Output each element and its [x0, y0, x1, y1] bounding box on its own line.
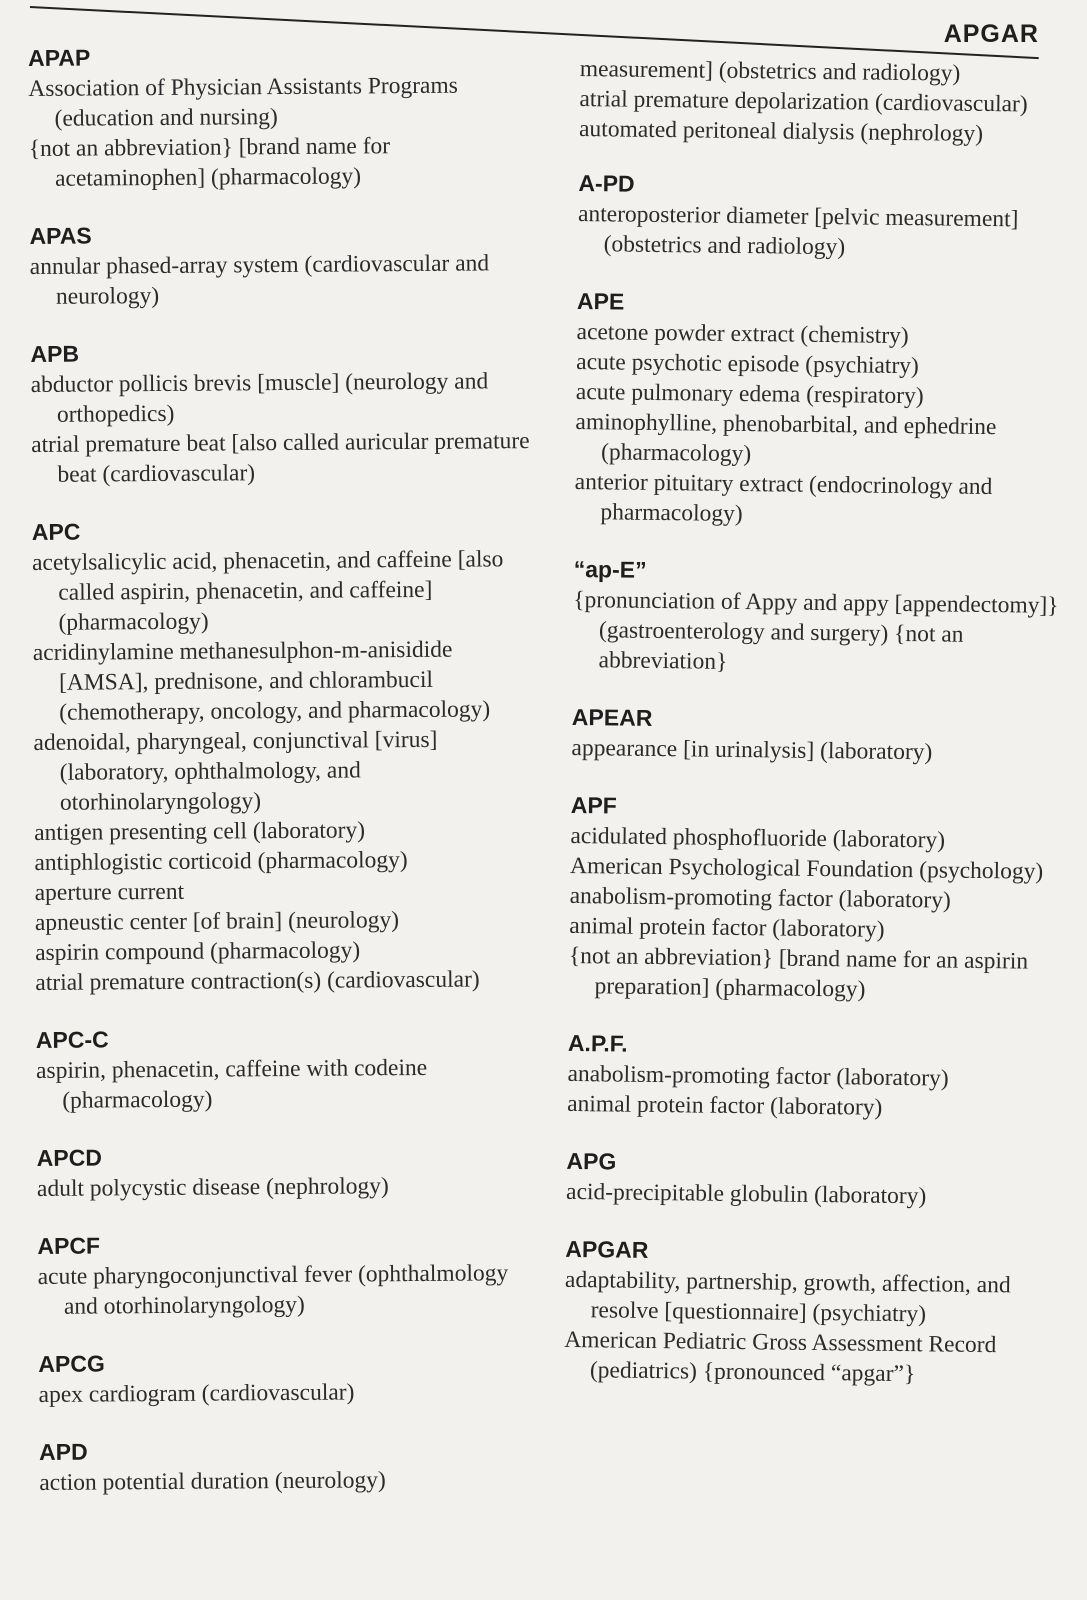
dictionary-entry: [37, 1228, 543, 1322]
entry-term: A.P.F.: [567, 1029, 628, 1057]
entry-definition: Association of Physician Assistants Programs (education and nursing): [28, 72, 458, 132]
dictionary-entry: [30, 336, 536, 490]
entry-definition: aspirin compound (pharmacology): [35, 937, 361, 966]
entry-definition: apex cardiogram (cardiovascular): [38, 1379, 355, 1408]
entry-definition: appearance [in urinalysis] (laboratory): [571, 734, 933, 766]
entry-term: APE: [576, 287, 625, 315]
entry-definition: American Pediatric Gross Assessment Record (pediatrics) {pronounced “apgar”}: [564, 1326, 997, 1388]
entry-definition: acute psychotic episode (psychiatry): [576, 348, 919, 380]
entry-definition: acid-precipitable globulin (laboratory): [565, 1178, 927, 1210]
entry-term: APB: [30, 340, 80, 367]
entry-term: “ap-E”: [573, 555, 647, 583]
entry-definition: anterior pituitary extract (endocrinology and pharmacology): [574, 468, 993, 528]
entry-definition: acetylsalicylic acid, phenacetin, and caffeine [also called aspirin, phenacetin, and caffeine] (pharmacology): [31, 546, 504, 636]
entry-definition: atrial premature depolarization (cardiovascular): [579, 85, 1028, 118]
entry-term: A-PD: [578, 169, 635, 197]
entry-definition: abductor pollicis brevis [muscle] (neurology and orthopedics): [30, 368, 489, 428]
entry-term: APD: [38, 1438, 88, 1465]
entry-term: APCG: [38, 1350, 105, 1377]
entry-definition: {not an abbreviation} [brand name for an aspirin preparation] (pharmacology): [568, 942, 1029, 1003]
dictionary-entry: [36, 1022, 542, 1116]
entry-definition: adaptability, partnership, growth, affection, and resolve [questionnaire] (psychiatry): [564, 1266, 1011, 1328]
entry-definition: measurement] (obstetrics and radiology): [579, 55, 961, 87]
entry-term: APAS: [29, 222, 92, 249]
entry-definition: acute pharyngoconjunctival fever (ophthalmology and otorhinolaryngology): [37, 1260, 509, 1320]
dictionary-entry: [32, 514, 541, 998]
entry-definition: American Psychological Foundation (psychology): [569, 852, 1044, 885]
right-column: [563, 54, 1085, 1419]
dictionary-entry: [37, 1140, 542, 1204]
entry-definition: {not an abbreviation} [brand name for acetaminophen] (pharmacology): [28, 133, 391, 192]
entry-definition: action potential duration (neurology): [39, 1467, 386, 1496]
entry-definition: adenoidal, pharyngeal, conjunctival [virus] (laboratory, ophthalmology, and otorhinolaryngology): [33, 726, 438, 816]
entry-term: APAP: [28, 44, 91, 71]
entry-definition: {pronunciation of Appy and appy [appendectomy]} (gastroenterology and surgery) {not an abbreviation}: [573, 586, 1059, 675]
dictionary-entry: [566, 1147, 1072, 1213]
entry-definition: anabolism-promoting factor (laboratory): [567, 1060, 949, 1092]
dictionary-entry: [28, 40, 534, 194]
entry-definition: aspirin, phenacetin, caffeine with codeine (pharmacology): [35, 1054, 428, 1114]
entry-definition: anteroposterior diameter [pelvic measurement] (obstetrics and radiology): [577, 200, 1019, 261]
dictionary-entry: [574, 287, 1082, 533]
entry-definition: aminophylline, phenobarbital, and ephedrine (pharmacology): [575, 408, 997, 468]
entry-definition: automated peritoneal dialysis (nephrology): [578, 115, 984, 147]
entry-definition: animal protein factor (laboratory): [567, 1090, 883, 1121]
entry-definition: acidulated phosphofluoride (laboratory): [570, 822, 946, 854]
entry-definition: atrial premature beat [also called auricular premature beat (cardiovascular): [31, 428, 530, 488]
dictionary-entry: [568, 791, 1076, 1007]
entry-definition: animal protein factor (laboratory): [569, 912, 885, 943]
entry-term: APCF: [37, 1232, 101, 1259]
dictionary-entry: [571, 703, 1077, 769]
dictionary-entry: [577, 169, 1083, 265]
entry-definition: apneustic center [of brain] (neurology): [34, 907, 400, 936]
entry-definition: acridinylamine methanesulphon-m-anisidide [AMSA], prednisone, and chlorambucil (chemotherapy, oncology, and pharmacology): [32, 636, 491, 726]
left-column: [28, 40, 545, 1526]
entry-term: APC-C: [35, 1026, 109, 1053]
entry-definition: adult polycystic disease (nephrology): [36, 1173, 389, 1202]
entry-definition: annular phased-array system (cardiovascular and neurology): [29, 250, 490, 310]
entry-definition: antigen presenting cell (laboratory): [34, 817, 366, 846]
dictionary-entry: [567, 1029, 1073, 1125]
entry-definition: aperture current: [34, 878, 185, 906]
entry-definition: atrial premature contraction(s) (cardiovascular): [35, 966, 480, 996]
dictionary-entry: [38, 1346, 543, 1410]
entry-definition: anabolism-promoting factor (laboratory): [569, 882, 951, 914]
dictionary-entry: [39, 1434, 544, 1498]
entry-term: APC: [31, 518, 81, 545]
running-head: APGAR: [943, 20, 1039, 48]
entry-term: APGAR: [565, 1235, 649, 1263]
dictionary-entry: [579, 54, 1085, 150]
dictionary-entry: [29, 218, 535, 312]
entry-term: APEAR: [571, 703, 653, 731]
entry-definition: antiphlogistic corticoid (pharmacology): [34, 847, 408, 876]
entry-term: APCD: [36, 1144, 103, 1171]
entry-definition: acute pulmonary edema (respiratory): [575, 378, 924, 410]
entry-term: APF: [570, 791, 617, 819]
entry-term: APG: [566, 1147, 617, 1175]
entry-definition: acetone powder extract (chemistry): [576, 318, 909, 350]
dictionary-entry: [564, 1235, 1071, 1391]
dictionary-entry: [572, 555, 1078, 681]
